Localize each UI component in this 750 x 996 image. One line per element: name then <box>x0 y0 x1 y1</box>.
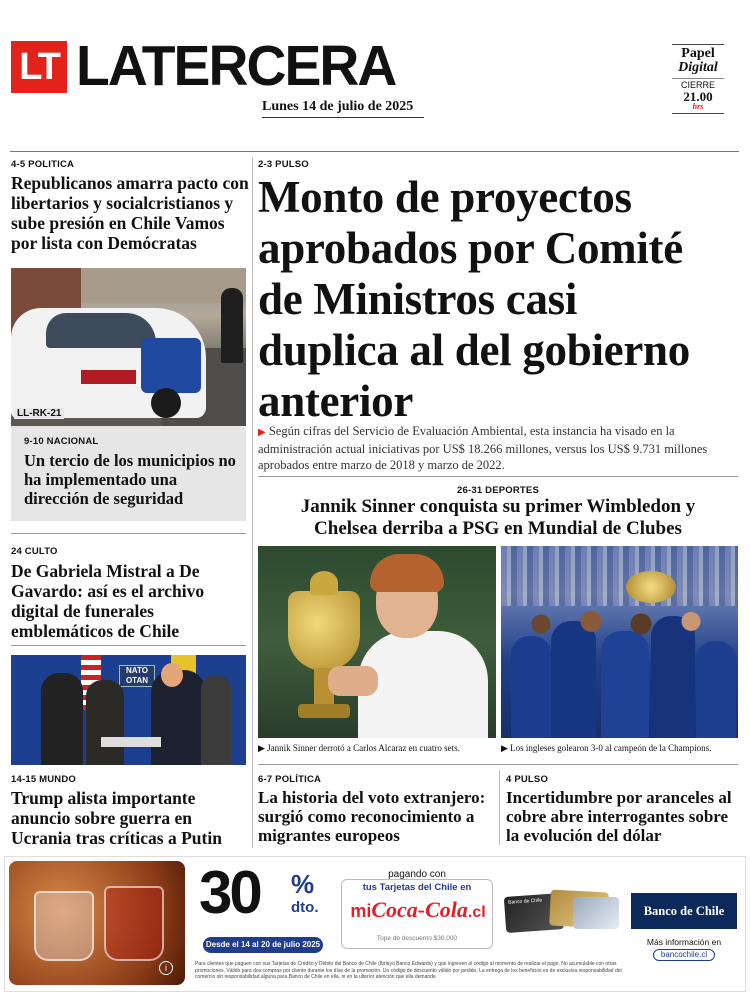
bottom-divider <box>258 764 738 765</box>
deck-arrow-icon: ▶ <box>258 427 266 438</box>
digital-label: Digital <box>678 60 718 75</box>
nacional-kicker: 9-10 NACIONAL <box>24 436 99 447</box>
sinner-caption-text: Jannik Sinner derrotó a Carlos Alcaraz en cuatro sets. <box>267 743 460 753</box>
sinner-hair <box>370 554 444 592</box>
papel-label: Papel <box>681 46 715 61</box>
info-icon[interactable]: i <box>159 961 173 975</box>
caption-arrow-icon-2: ▶ <box>501 743 508 753</box>
cl-text: .cl <box>467 904 486 921</box>
player-2 <box>551 621 596 738</box>
main-headline[interactable]: Monto de proyectos aprobados por Comité de Ministros casi duplica al del gobierno anterior <box>258 172 690 426</box>
chelsea-caption <box>501 743 741 754</box>
sinner-hands <box>328 666 378 696</box>
pagando-con: pagando con <box>388 869 446 880</box>
politica-headline[interactable]: Republicanos amarra pacto con libertarios y socialcristianos y sube presión en Chile Vamos por lista con Demócratas <box>11 173 249 253</box>
cierre-label: CIERRE <box>672 78 724 90</box>
papel-digital-box[interactable] <box>672 44 724 111</box>
ad-dates: Desde el 14 al 20 de julio 2025 <box>203 937 323 953</box>
politica-2-headline[interactable]: La historia del voto extranjero: surgió como reconocimiento a migrantes europeos <box>258 788 486 845</box>
ad-legal: Para clientes que paguen con sus Tarjetas de Crédito y Débito del Banco de Chile (Ibrlayo Banco Edwards) y que ingresen el código al momento de realizar el pago. No acumulable con otras promociones. Válido para dos compras por cliente durante los días de la promoción. Un código de descuento válido por pedido. La entrega de los beneficios es de exclusiva responsabilidad del comercio sin responsabilidad alguna para Banco de Chile en ella, ni en la ulterior atención que ella demande. <box>195 961 622 980</box>
coca-text: Coca-Cola <box>371 897 468 922</box>
deck-text: Según cifras del Servicio de Evaluación Ambiental, esta instancia ha visado en la administración actual iniciativas por US$ 18.266 millones, versus los US$ 9.731 millones aprobados entre marzo de 2018 y marzo de 2022. <box>258 424 708 472</box>
police-car-window <box>46 313 156 348</box>
trophy-lid <box>310 571 338 595</box>
figure-center <box>86 680 124 765</box>
ad-drinks-photo <box>9 861 185 985</box>
mi-text: mi <box>350 901 372 921</box>
chelsea-caption-text: Los ingleses golearon 3-0 al campeón de la Champions. <box>510 743 712 753</box>
sinner-wimbledon-photo <box>258 546 496 738</box>
player-5 <box>696 641 736 738</box>
figure-right <box>201 675 231 765</box>
mas-info: Más información en <box>646 937 722 947</box>
person-figure <box>221 288 243 363</box>
glass-right <box>104 886 164 961</box>
masthead-date: Lunes 14 de julio de 2025 <box>262 99 414 114</box>
police-car-photo <box>11 268 246 426</box>
nato-text: NATO <box>126 666 148 675</box>
sports-headline[interactable]: Jannik Sinner conquista su primer Wimbledon y Chelsea derriba a PSG en Mundial de Clubes <box>300 496 696 539</box>
bank-logo <box>631 893 737 929</box>
papel-top-rule <box>672 44 724 45</box>
nacional-headline[interactable]: Un tercio de los municipios no ha implementado una dirección de seguridad <box>24 451 236 508</box>
police-car-wheel <box>151 388 181 418</box>
trophy-cup <box>288 591 360 671</box>
sinner-caption <box>258 743 496 754</box>
politica-kicker: 4-5 POLITICA <box>11 159 75 170</box>
otan-text: OTAN <box>125 676 149 685</box>
photo-table <box>101 737 161 747</box>
bottom-col-divider <box>499 770 500 845</box>
left-divider-1 <box>11 533 246 534</box>
plate: LL-RK-21 <box>14 408 64 419</box>
club-trophy <box>626 571 676 603</box>
tarjetas-text: tus Tarjetas del Chile en <box>362 882 472 893</box>
glass-left <box>34 891 94 961</box>
player-3 <box>601 631 649 738</box>
crowd-band <box>501 546 738 606</box>
politica-2-kicker: 6-7 POLÍTICA <box>258 774 322 785</box>
left-divider-2 <box>11 645 246 646</box>
logo-mark-text: LT <box>19 46 59 88</box>
player-1 <box>511 636 551 738</box>
mundo-headline[interactable]: Trump alista importante anuncio sobre guerra en Ucrania tras críticas a Putin <box>11 788 222 848</box>
chelsea-photo <box>501 546 738 738</box>
tope-text: Tope de descuento $30.000 <box>376 935 458 942</box>
masthead-date-underline <box>262 117 424 118</box>
ad-dto: dto. <box>291 899 319 916</box>
figure-trump-face <box>161 663 183 687</box>
caption-arrow-icon: ▶ <box>258 743 265 753</box>
police-car-stripe <box>141 338 201 393</box>
masthead <box>0 0 750 150</box>
ad-percent-sign: % <box>291 869 315 899</box>
credit-card-3 <box>573 897 619 929</box>
culto-headline[interactable]: De Gabriela Mistral a De Gavardo: así es el archivo digital de funerales emblemáticos de Chile <box>11 561 205 641</box>
bank-name: Banco de Chile <box>643 904 725 918</box>
nato-sign <box>119 665 155 687</box>
culto-kicker: 24 CULTO <box>11 546 58 557</box>
pulso-kicker: 2-3 PULSO <box>258 159 309 170</box>
figure-left <box>41 673 83 765</box>
mi-coca-cola-logo <box>345 897 491 923</box>
police-car-taillight <box>81 370 136 384</box>
papel-bottom-rule <box>672 113 724 114</box>
pulso-2-headline[interactable]: Incertidumbre por aranceles al cobre abre interrogantes sobre la evolución del dólar <box>506 788 732 845</box>
zelensky-trump-photo <box>11 655 246 765</box>
deportes-kicker: 26-31 DEPORTES <box>457 485 539 496</box>
cierre-unit: hrs <box>692 102 704 111</box>
ad-banner[interactable] <box>4 856 746 992</box>
bank-url[interactable]: bancochile.cl <box>653 949 715 961</box>
masthead-title: LATERCERA <box>76 34 396 98</box>
cierre-time: 21.00 <box>683 89 713 104</box>
masthead-divider <box>10 151 739 152</box>
main-divider <box>258 476 738 477</box>
card-1-text: Banco de Chile <box>508 897 543 906</box>
trophy-base <box>298 704 350 718</box>
player-faces <box>521 611 721 637</box>
column-divider <box>252 158 253 848</box>
logo-mark <box>11 41 67 93</box>
main-deck <box>258 423 736 473</box>
mundo-kicker: 14-15 MUNDO <box>11 774 77 785</box>
pulso-2-kicker: 4 PULSO <box>506 774 549 785</box>
ad-percent: 30 <box>199 859 260 926</box>
